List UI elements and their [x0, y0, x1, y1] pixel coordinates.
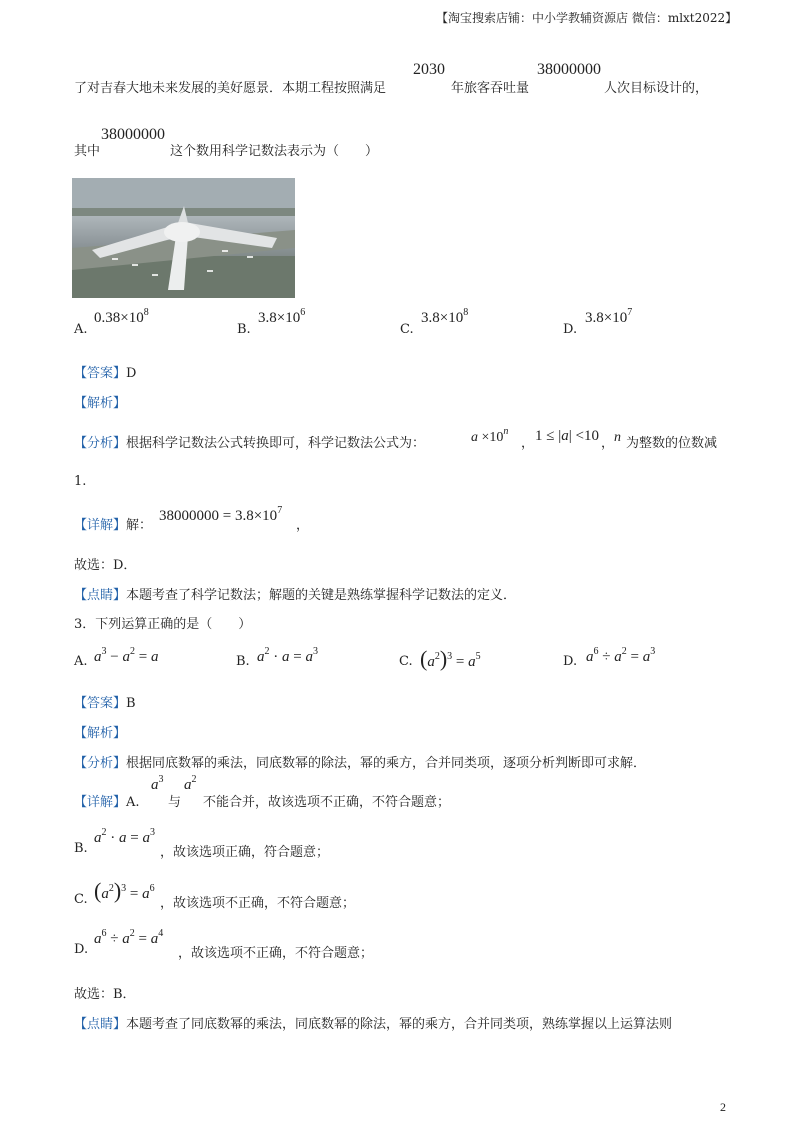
q3-detail-d-expr: $a^6 \div a^2 = a^4$: [94, 928, 164, 947]
option-b-value: $3.8\times 10^6$: [258, 307, 306, 326]
q3-detail-a-mid: 与: [168, 795, 182, 810]
q3-option-b-label: B.: [236, 654, 250, 669]
q3-detail-d-text: ，故该选项不正确，不符合题意；: [178, 946, 374, 961]
year-number: 2030: [413, 61, 445, 78]
q2-answer: 【答案】D: [74, 366, 137, 381]
q3-detail-tag: 【详解】A.: [74, 795, 140, 810]
q3-detail-b-text: ，故该选项正确，符合题意；: [160, 845, 330, 860]
q2-line1-text-c: 人次目标设计的，: [604, 81, 709, 96]
option-c-label: C.: [400, 322, 414, 337]
q2-detail-equation: $38000000 = 3.8\times 10^7$: [159, 505, 283, 524]
q2-line1-text: 了对吉春大地未来发展的美好愿景．本期工程按照满足: [74, 81, 387, 96]
q2-fenxi-comma-2: ，: [601, 436, 615, 451]
q2-fenxi-d: 1.: [74, 474, 87, 489]
page-number: 2: [720, 1100, 726, 1114]
sci-notation-formula: $a \times 10^n$: [471, 426, 509, 445]
q3-detail-d-label: D.: [74, 942, 89, 957]
q2-comment: 【点睛】本题考查了科学记数法；解题的关键是熟练掌握科学记数法的定义．: [74, 588, 517, 603]
airport-photo: [72, 178, 295, 298]
q3-option-a-expr: $a^3 - a^2 = a$: [94, 646, 159, 665]
q2-fenxi: 【分析】根据科学记数法公式转换即可，科学记数法公式为：: [74, 436, 426, 451]
q2-analysis-tag: 【解析】: [74, 396, 127, 411]
q3-comment: 【点睛】本题考查了同底数幂的乘法，同底数幂的除法，幂的乘方，合并同类项，熟练掌握以上运算法则: [74, 1017, 673, 1032]
q3-detail-a-term2: $a^2$: [184, 774, 197, 793]
option-d-value: $3.8\times 10^7$: [585, 307, 633, 326]
a-range-inequality: 1 ≤ |a| <10: [535, 428, 599, 444]
q2-line1-text-b: 年旅客吞吐量: [451, 81, 530, 96]
option-b-label: B.: [237, 322, 251, 337]
n-symbol: n: [614, 430, 621, 445]
option-d-label: D.: [563, 322, 578, 337]
passenger-number: 38000000: [537, 61, 601, 78]
q2-question-text: 这个数用科学记数法表示为（ ）: [170, 144, 379, 159]
q3-option-c-expr: $(a^2)^3 = a^5$: [420, 646, 481, 671]
q3-option-d-expr: $a^6 \div a^2 = a^3$: [586, 646, 656, 665]
option-a-label: A.: [74, 322, 88, 337]
q3-title: 3．下列运算正确的是（ ）: [74, 617, 252, 632]
q3-fenxi: 【分析】根据同底数幂的乘法，同底数幂的除法，幂的乘方，合并同类项，逐项分析判断即可求解．: [74, 756, 647, 771]
q3-option-d-label: D.: [563, 654, 578, 669]
q2-detail-end: ，: [296, 518, 310, 533]
q3-option-a-label: A.: [74, 654, 88, 669]
q3-option-c-label: C.: [399, 654, 413, 669]
option-a-value: $0.38\times 10^8$: [94, 307, 149, 326]
q3-detail-c-label: C.: [74, 892, 88, 907]
q2-fenxi-c: 为整数的位数减: [626, 436, 718, 451]
q2-fenxi-comma: ，: [521, 436, 535, 451]
q3-detail-c-text: ，故该选项不正确，不符合题意；: [160, 896, 356, 911]
q3-detail-c-expr: $(a^2)^3 = a^6$: [94, 878, 155, 903]
q3-answer: 【答案】B: [74, 696, 136, 711]
q3-option-b-expr: $a^2 \cdot a = a^3$: [257, 646, 318, 665]
q3-detail-a-text: 不能合并，故该选项不正确，不符合题意；: [203, 795, 451, 810]
q2-line2-text: 其中: [74, 144, 101, 159]
q2-detail: 【详解】解：: [74, 518, 153, 533]
q2-choose: 故选：D．: [74, 558, 137, 573]
shop-header: 【淘宝搜索店铺：中小学教辅资源店 微信：mlxt2022】: [436, 11, 738, 25]
q3-choose: 故选：B．: [74, 987, 136, 1002]
passenger-number-2: 38000000: [101, 126, 165, 143]
q3-detail-b-expr: $a^2 \cdot a = a^3$: [94, 827, 155, 846]
q3-analysis-tag: 【解析】: [74, 726, 127, 741]
q3-detail-a-term1: $a^3$: [151, 774, 164, 793]
q3-detail-b-label: B.: [74, 841, 88, 856]
option-c-value: $3.8\times 10^8$: [421, 307, 469, 326]
